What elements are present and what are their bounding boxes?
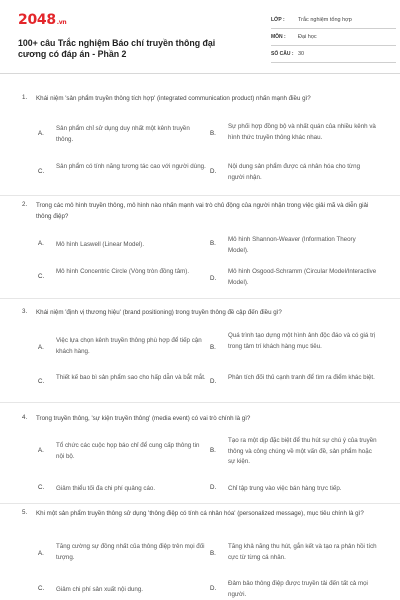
meta-key: LỚP : [271,17,285,23]
meta-row-subject [271,31,396,46]
question-5 [0,509,400,600]
option-text: Quá trình tạo dựng một hình ảnh độc đáo và có giá trị trong tâm trí khách hàng mục tiêu. [228,332,376,350]
option-letter: A. [38,447,44,454]
option-letter: A. [38,240,44,247]
option-letter: B. [210,130,216,137]
option-text: Nội dung sản phẩm được cá nhân hóa cho từng người nhận. [228,163,361,181]
meta-value: Trắc nghiệm tổng hợp [298,17,352,23]
option-text: Sản phẩm có tính năng tương tác cao với người dùng. [56,163,206,170]
question-divider [0,402,400,403]
option-letter: A. [38,550,44,557]
question-number: 3. [22,308,28,315]
question-divider [0,298,400,299]
document-meta [271,14,396,65]
option-letter: C. [38,168,45,175]
option-text: Chỉ tập trung vào việc bán hàng trực tiếp. [228,485,342,492]
question-number: 2. [22,201,28,208]
question-2 [0,201,400,299]
option-letter: D. [210,275,217,282]
question-text: Khi một sản phẩm truyền thông sử dụng 'thông điệp có tính cá nhân hóa' (personalized message), mục tiêu chính là gì? [36,510,364,517]
option-letter: C. [38,378,45,385]
option-letter: D. [210,484,217,491]
option-text: Mô hình Laswell (Linear Model). [56,241,145,248]
question-divider [0,503,400,504]
option-text: Giảm chi phí sản xuất nội dung. [56,586,144,593]
meta-value: Đại học [298,34,317,40]
option-letter: B. [210,550,216,557]
site-logo[interactable] [18,12,66,28]
option-text: Tăng cường sự đồng nhất của thông điệp trên mọi đối tượng. [56,543,205,561]
logo-suffix: .vn [56,19,67,26]
option-text: Tạo ra một dịp đặc biệt để thu hút sự chú ý của truyền thông và công chúng về một vấn đề, sản phẩm hoặc sự kiện. [228,437,377,465]
option-letter: B. [210,240,216,247]
question-3 [0,308,400,403]
meta-value: 30 [298,51,305,57]
question-text: Trong các mô hình truyền thông, mô hình nào nhấn mạnh vai trò chủ động của người nhận trong việc giải mã và diễn giải thông điệp? [36,202,369,220]
meta-row-count [271,48,396,63]
option-text: Thiết kế bao bì sản phẩm sao cho hấp dẫn và bắt mắt. [56,374,206,381]
option-letter: C. [38,484,45,491]
question-text: Khái niệm 'định vị thương hiệu' (brand positioning) trong truyền thông đề cập đến điều gì? [36,309,282,316]
question-number: 5. [22,509,28,516]
meta-key: SỐ CÂU : [271,51,294,57]
option-text: Tổ chức các cuộc họp báo chỉ để cung cấp thông tin nội bộ. [56,442,200,460]
document-title: 100+ câu Trắc nghiệm Báo chí truyền thông đại cương có đáp án - Phần 2 [18,38,216,59]
option-letter: B. [210,344,216,351]
header-divider [0,73,400,74]
option-text: Giảm thiểu tối đa chi phí quảng cáo. [56,485,156,492]
option-text: Sự phối hợp đồng bộ và nhất quán của nhiều kênh và hình thức truyền thông khác nhau. [228,123,376,141]
option-letter: A. [38,344,44,351]
option-text: Việc lựa chọn kênh truyền thông phù hợp để tiếp cận khách hàng. [56,337,202,355]
question-4 [0,414,400,504]
option-text: Mô hình Osgood-Schramm (Circular Model/Interactive Model). [228,268,377,286]
question-1 [0,94,400,199]
logo-main: 2048 [18,12,56,28]
option-text: Sản phẩm chỉ sử dụng duy nhất một kênh truyền thông. [56,125,190,143]
option-letter: B. [210,447,216,454]
option-letter: D. [210,378,217,385]
question-number: 1. [22,94,28,101]
option-text: Mô hình Shannon-Weaver (Information Theory Model). [228,236,356,254]
option-text: Mô hình Concentric Circle (Vòng tròn đồng tâm). [56,268,190,275]
option-letter: C. [38,273,45,280]
question-text: Khái niệm 'sản phẩm truyền thông tích hợp' (integrated communication product) nhấn mạnh điều gì? [36,95,311,102]
question-number: 4. [22,414,28,421]
option-letter: D. [210,585,217,592]
option-letter: D. [210,168,217,175]
meta-row-class [271,14,396,29]
option-text: Tăng khả năng thu hút, gắn kết và tạo ra phản hồi tích cực từ từng cá nhân. [228,543,377,561]
option-letter: C. [38,585,45,592]
option-text: Phân tích đối thủ cạnh tranh để tìm ra điểm khác biệt. [228,374,375,381]
meta-key: MÔN : [271,34,286,40]
question-divider [0,195,400,196]
option-letter: A. [38,130,44,137]
document-header [18,12,384,68]
question-text: Trong truyền thông, 'sự kiện truyền thông' (media event) có vai trò chính là gì? [36,415,251,422]
option-text: Đảm bảo thông điệp được truyền tải đến tất cả mọi người. [228,580,368,598]
